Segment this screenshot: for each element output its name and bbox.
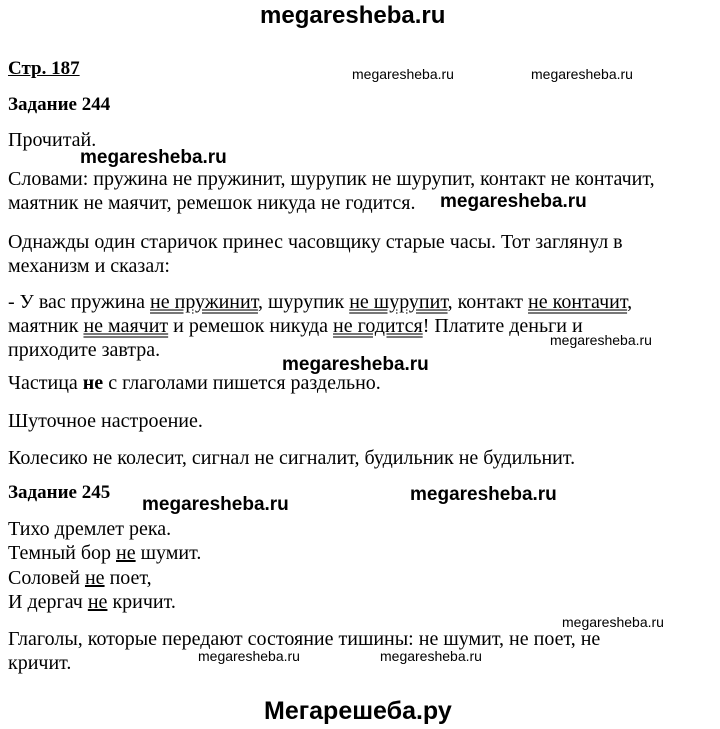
answer-line-2: кричит.	[8, 652, 72, 674]
rule-text: Частица не с глаголами пишется раздельно.	[8, 372, 381, 394]
watermark: megaresheba.ru	[352, 66, 454, 82]
watermark: megaresheba.ru	[80, 147, 227, 168]
dialog-line-3: приходите завтра.	[8, 339, 161, 361]
story-line-2: механизм и сказал:	[8, 255, 170, 277]
poem-line-2: Темный бор не шумит.	[8, 542, 202, 564]
watermark: megaresheba.ru	[380, 648, 482, 664]
instruction: Прочитай.	[8, 129, 97, 151]
task-245-title: Задание 245	[8, 482, 111, 503]
watermark: megaresheba.ru	[198, 648, 300, 664]
watermark: megaresheba.ru	[550, 332, 652, 348]
watermark: megaresheba.ru	[531, 66, 633, 82]
dialog-line-1: - У вас пружина не пружинит, шурупик не шурупит, контакт не контачит,	[8, 291, 633, 313]
story-line-1: Однажды один старичок принес часовщику старые часы. Тот заглянул в	[8, 231, 623, 253]
site-footer[interactable]: Мегарешеба.ру	[264, 697, 452, 725]
mood-text: Шуточное настроение.	[8, 410, 203, 432]
watermark: megaresheba.ru	[142, 494, 289, 515]
watermark: megaresheba.ru	[410, 484, 557, 505]
task-244-title: Задание 244	[8, 94, 111, 115]
poem-line-3: Соловей не поет,	[8, 567, 152, 589]
words-line-1: Словами: пружина не пружинит, шурупик не шурупит, контакт не контачит,	[8, 168, 655, 190]
answer-line-1: Глаголы, которые передают состояние тишины: не шумит, не поет, не	[8, 628, 601, 650]
poem-line-4: И дергач не кричит.	[8, 591, 176, 613]
watermark: megaresheba.ru	[282, 354, 429, 375]
site-header[interactable]: megaresheba.ru	[260, 2, 446, 29]
example-text: Колесико не колесит, сигнал не сигналит, будильник не будильнит.	[8, 447, 576, 469]
watermark: megaresheba.ru	[562, 614, 664, 630]
poem-line-1: Тихо дремлет река.	[8, 518, 172, 540]
watermark: megaresheba.ru	[440, 191, 587, 212]
page-number: Стр. 187	[8, 58, 80, 79]
words-line-2: маятник не маячит, ремешок никуда не годится.	[8, 192, 416, 214]
dialog-line-2: маятник не маячит и ремешок никуда не годится! Платите деньги и	[8, 315, 583, 337]
